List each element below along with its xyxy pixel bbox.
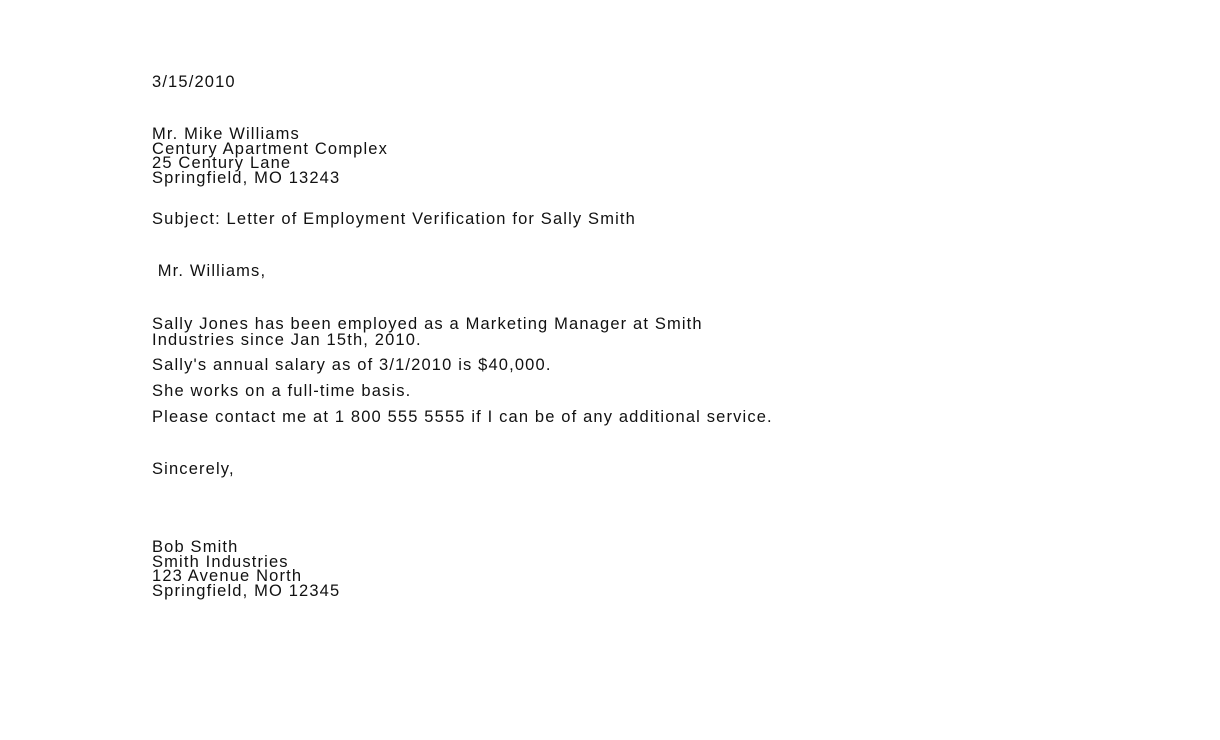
recipient-name: Mr. Mike Williams xyxy=(152,125,300,143)
sender-name: Bob Smith xyxy=(152,538,239,556)
sender-signature-block xyxy=(152,540,340,599)
sender-company: Smith Industries xyxy=(152,552,289,571)
sender-address-line1: 123 Avenue North xyxy=(152,567,303,586)
body-paragraph-employment xyxy=(152,316,703,348)
recipient-city-state-zip: Springfield, MO 13243 xyxy=(152,169,341,188)
body-paragraph-salary: Sally's annual salary as of 3/1/2010 is $40,000. xyxy=(152,356,552,374)
body-paragraph-employment-line2: Industries since Jan 15th, 2010. xyxy=(152,331,422,349)
sender-city-state-zip: Springfield, MO 12345 xyxy=(152,582,341,601)
recipient-address-line1: Century Apartment Complex xyxy=(152,139,389,158)
body-paragraph-employment-line1: Sally Jones has been employed as a Marketing Manager at Smith xyxy=(152,315,703,333)
letter-salutation: Mr. Williams, xyxy=(152,262,267,280)
recipient-address-block xyxy=(152,127,388,186)
body-paragraph-contact: Please contact me at 1 800 555 5555 if I can be of any additional service. xyxy=(152,408,773,426)
letter-date: 3/15/2010 xyxy=(152,73,236,91)
letter-subject: Subject: Letter of Employment Verification for Sally Smith xyxy=(152,210,636,228)
body-paragraph-basis: She works on a full-time basis. xyxy=(152,382,412,400)
recipient-address-line2: 25 Century Lane xyxy=(152,154,292,173)
letter-closing: Sincerely, xyxy=(152,460,235,478)
